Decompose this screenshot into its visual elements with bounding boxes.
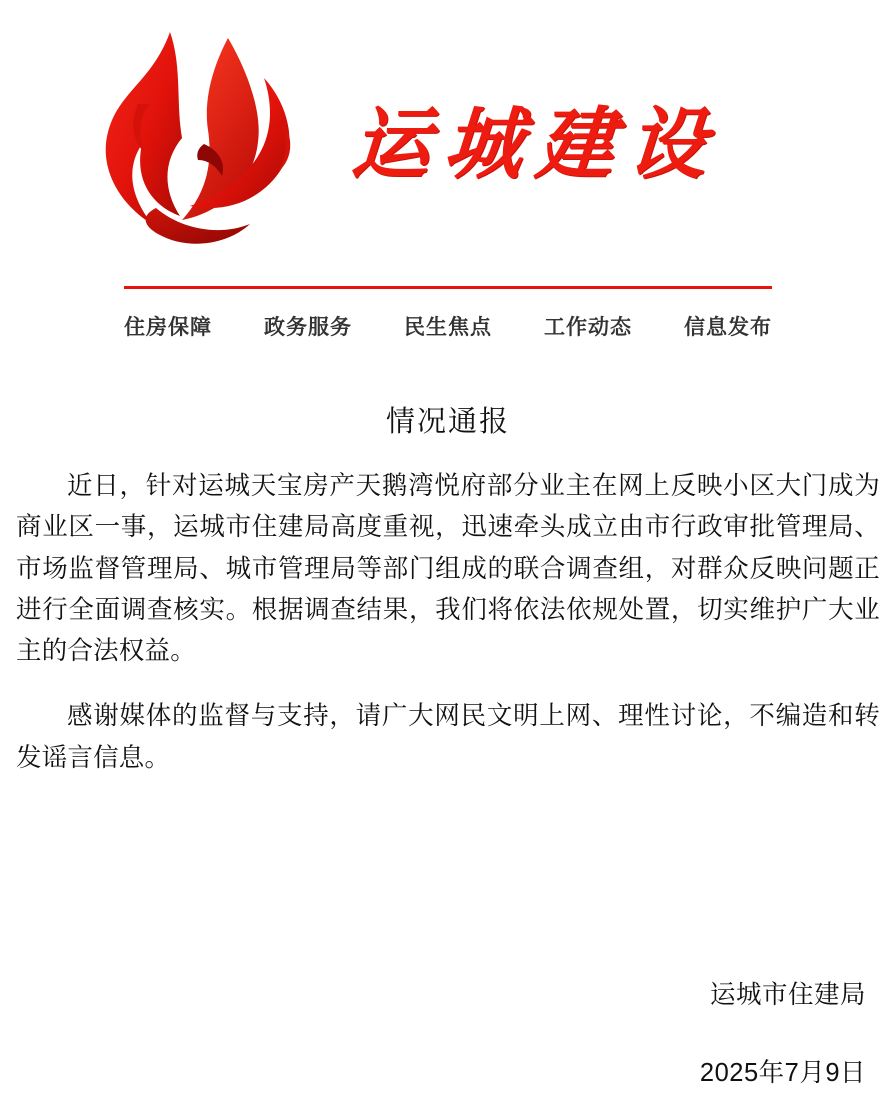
nav-item-government-services[interactable]: 政务服务 [264,316,352,339]
nav-item-information-release[interactable]: 信息发布 [684,316,772,339]
nav-item-livelihood-focus[interactable]: 民生焦点 [404,316,492,339]
signature-date: 2025年7月9日 [699,1059,866,1087]
header-divider [124,286,772,289]
site-masthead [0,0,896,272]
site-title-text: 运城建设 [348,99,724,190]
nav-item-work-updates[interactable]: 工作动态 [544,316,632,339]
article-body [16,399,880,779]
article-paragraph-2: 感谢媒体的监督与支持，请广大网民文明上网、理性讨论，不编造和转发谣言信息。 [16,702,880,772]
signature-organization: 运城市住建局 [709,981,866,1009]
site-title [348,99,896,190]
article-paragraph-1: 近日，针对运城天宝房产天鹅湾悦府部分业主在网上反映小区大门成为商业区一事，运城市住建局高度重视，迅速牵头成立由市行政审批管理局、市场监督管理局、城市管理局等部门组成的联合调查组，对群众反映问题正进行全面调查核实。根据调查结果，我们将依法依规处置，切实维护广大业主的合法权益。 [16,472,880,666]
nav-item-housing-security[interactable]: 住房保障 [124,316,212,339]
signature-block [700,975,866,1089]
main-nav [124,311,772,341]
flame-logo-icon [78,20,328,270]
page-title: 情况通报 [385,406,510,438]
